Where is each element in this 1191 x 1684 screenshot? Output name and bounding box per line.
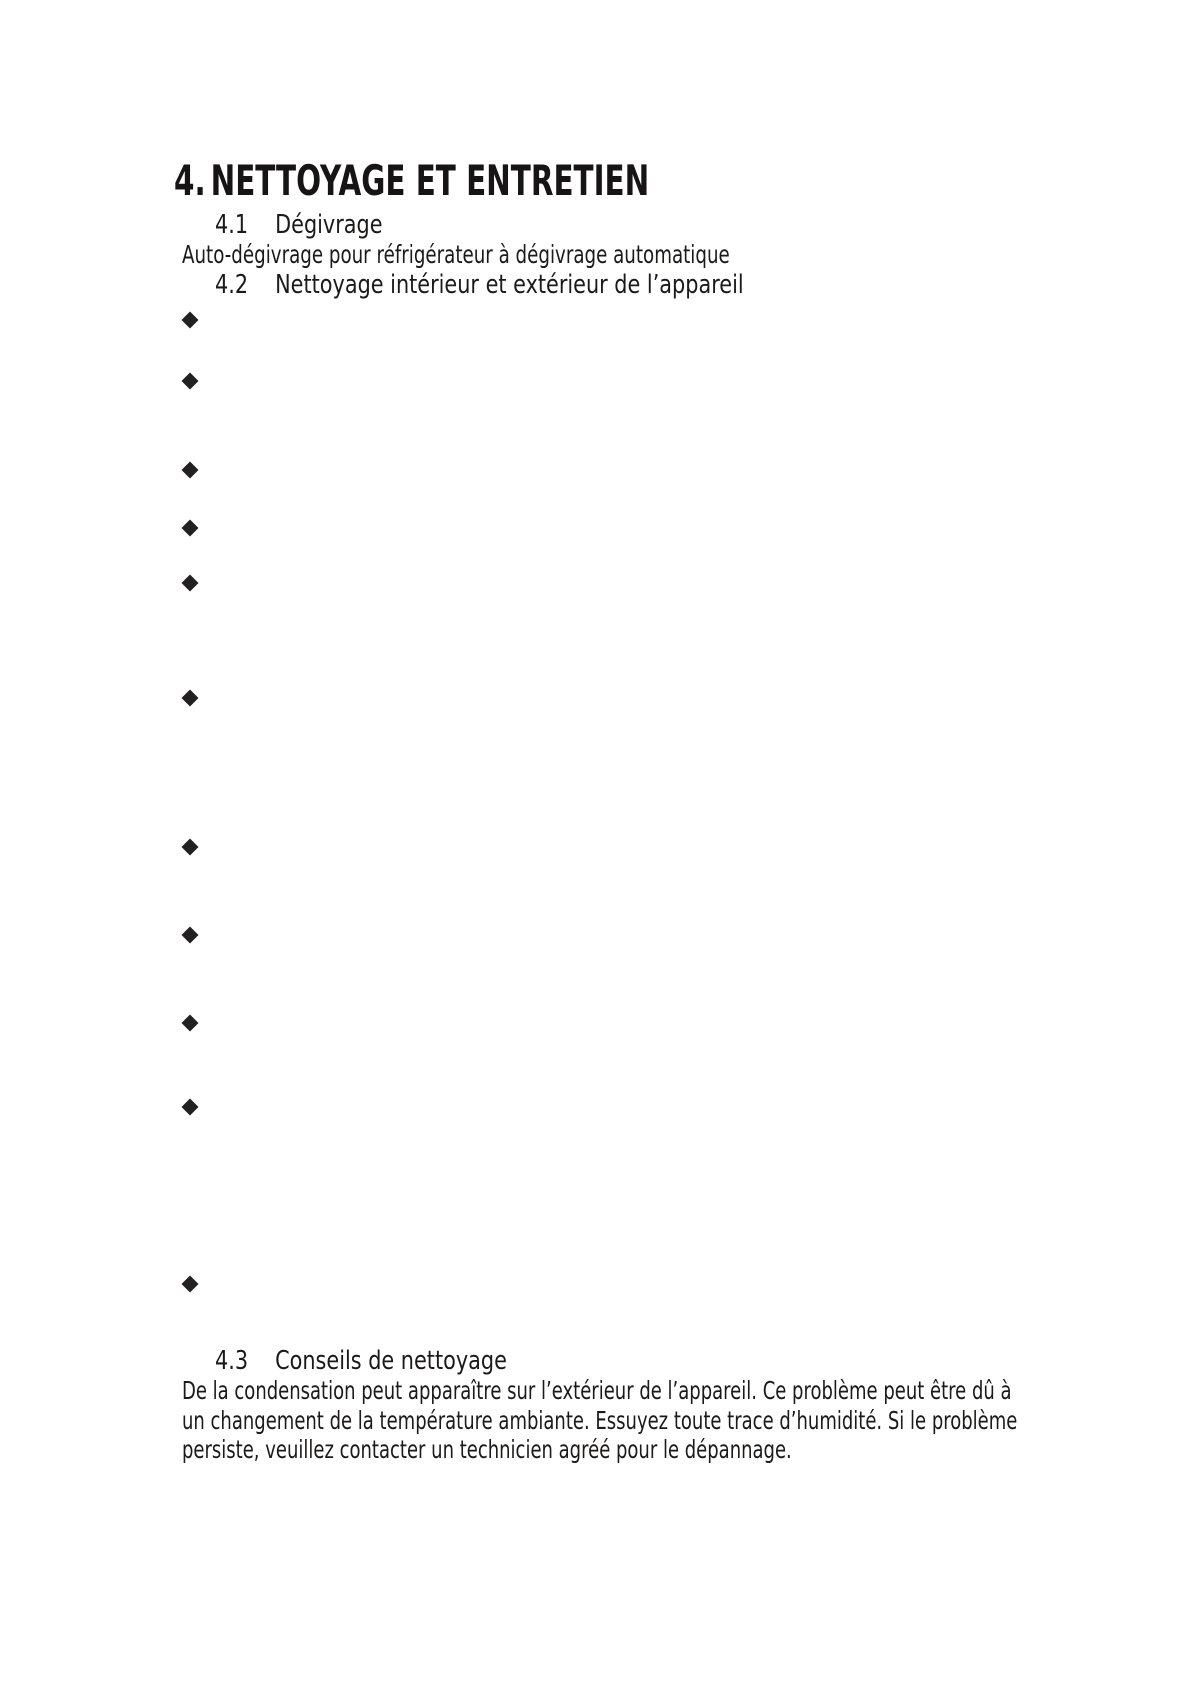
diamond-bullet-icon [182, 1099, 199, 1116]
diamond-bullet-icon [182, 312, 199, 329]
diamond-bullet-icon [182, 839, 199, 856]
diamond-bullet-icon [182, 462, 199, 479]
diamond-bullet-icon [182, 373, 199, 390]
paragraph-line: persiste, veuillez contacter un technicien agréé pour le dépannage. [182, 1435, 792, 1464]
section-number: 4.3 [215, 1346, 249, 1376]
paragraph-line: un changement de la température ambiante. Essuyez toute trace d’humidité. Si le problème [182, 1405, 1018, 1435]
diamond-bullet-icon [182, 575, 199, 592]
defrost-note: Auto-dégivrage pour réfrigérateur à dégivrage automatique [182, 240, 730, 269]
condensation-paragraph [182, 1376, 1191, 1465]
diamond-bullet-icon [182, 927, 199, 944]
section-heading-4-1 [215, 212, 383, 238]
diamond-bullet-icon [182, 1276, 199, 1293]
diamond-bullet-icon [182, 1015, 199, 1032]
diamond-bullet-icon [182, 690, 199, 707]
section-number: 4.1 [215, 210, 249, 240]
chapter-heading [174, 156, 650, 205]
section-title: Nettoyage intérieur et extérieur de l’appareil [275, 270, 744, 300]
section-title: Conseils de nettoyage [275, 1346, 507, 1376]
diamond-bullet-icon [182, 520, 199, 537]
paragraph-line: De la condensation peut apparaître sur l’extérieur de l’appareil. Ce problème peut être dû à [182, 1376, 1012, 1405]
section-heading-4-2 [215, 272, 744, 298]
section-heading-4-3 [215, 1348, 507, 1374]
section-number: 4.2 [215, 270, 249, 300]
section-title: Dégivrage [275, 210, 383, 240]
chapter-title: NETTOYAGE ET ENTRETIEN [210, 156, 650, 205]
chapter-number: 4. [174, 156, 206, 205]
